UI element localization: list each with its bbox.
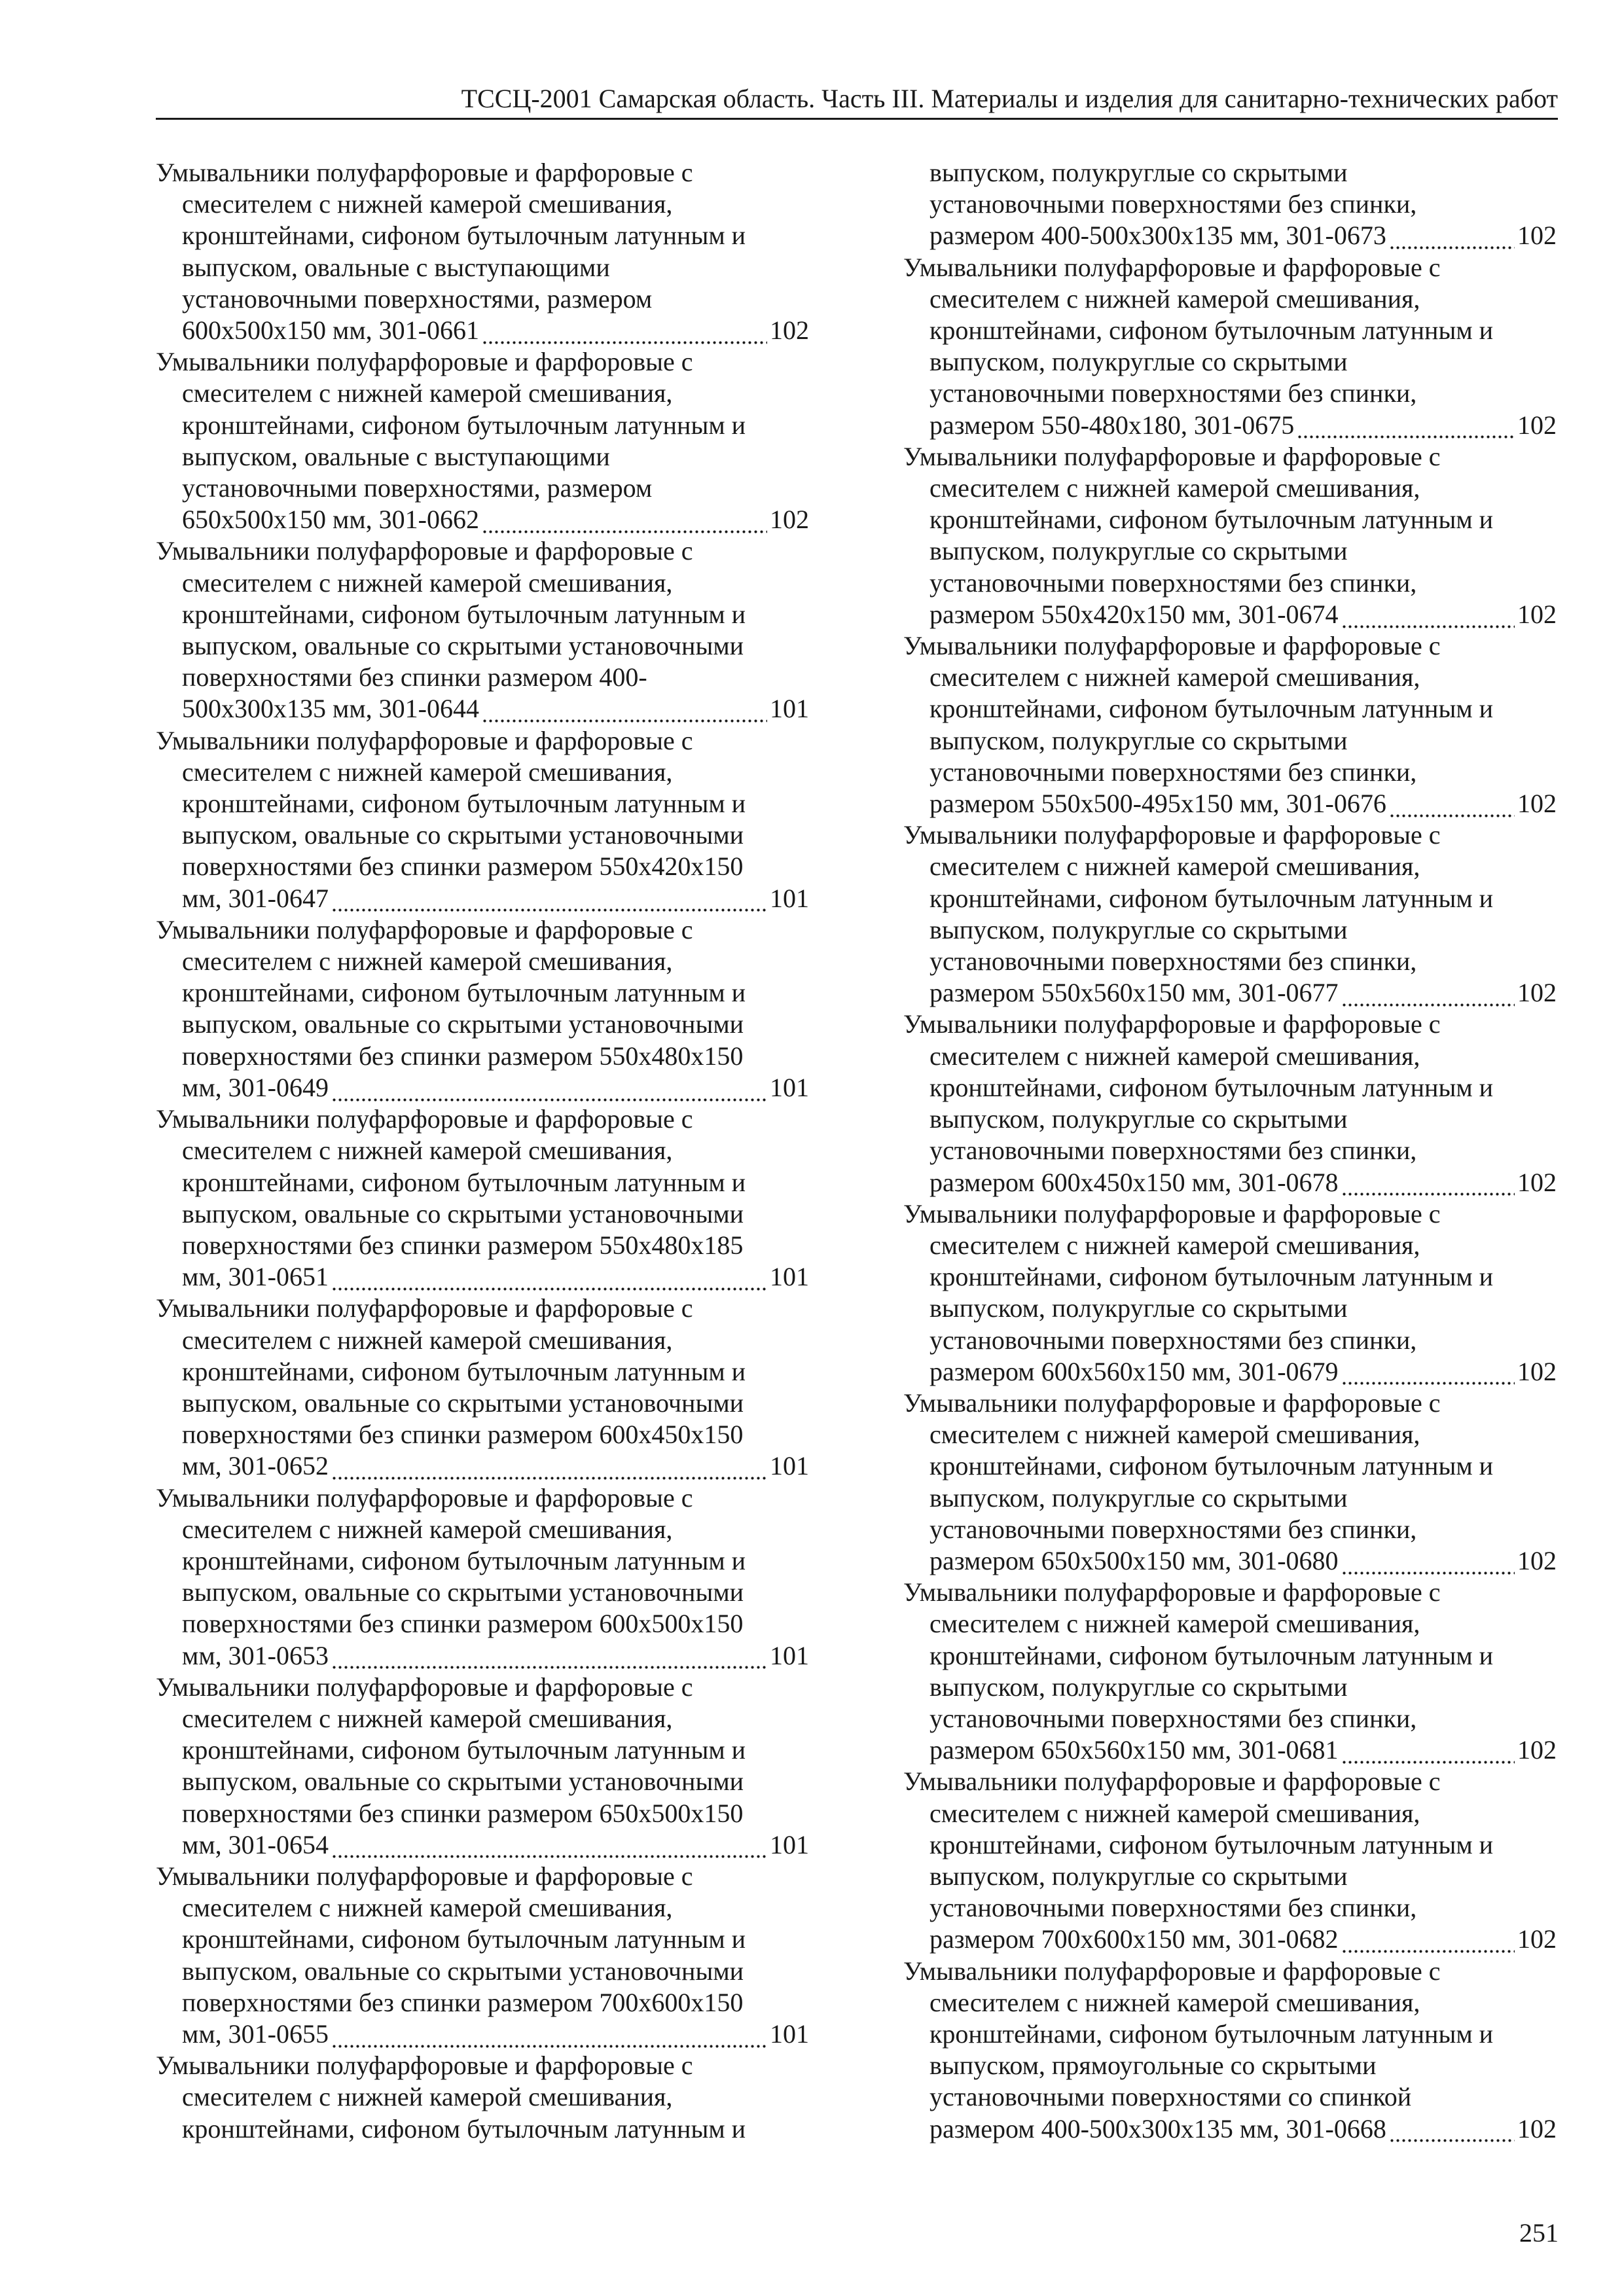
entry-line: выпуском, овальные с выступающими [182,441,610,471]
entry-line [156,1640,809,1672]
index-entry [903,1198,1557,1388]
index-entry [156,2050,809,2145]
entry-line: Умывальники полуфарфоровые и фарфоровые с [903,1009,1441,1039]
entry-line: кронштейнами, сифоном бутылочным латунным и [929,2018,1494,2049]
dot-leader [482,717,767,725]
entry-line: смесителем с нижней камерой смешивания, [182,567,673,598]
entry-text: мм, 301-0651 [182,1262,329,1292]
entry-page-ref: 101 [770,1829,809,1859]
entry-text: мм, 301-0652 [182,1451,329,1481]
dot-leader [1389,2137,1515,2145]
dot-leader [331,1096,767,1103]
entry-line: кронштейнами, сифоном бутылочным латунным и [182,1167,746,1197]
entry-line: Умывальники полуфарфоровые и фарфоровые с [903,252,1441,282]
dot-leader [1341,1758,1515,1766]
index-entry [156,346,809,535]
entry-page-ref: 101 [770,1072,809,1102]
entry-line: выпуском, полукруглые со скрытыми [929,1293,1348,1323]
entry-line [903,977,1557,1009]
entry-line [903,1734,1557,1766]
index-column-left [156,157,809,2145]
entry-line: установочными поверхностями без спинки, [929,1703,1417,1733]
entry-line [903,599,1557,630]
dot-leader [1341,622,1515,630]
entry-line: Умывальники полуфарфоровые и фарфоровые с [156,725,693,755]
entry-line: кронштейнами, сифоном бутылочным латунным и [182,1924,746,1954]
entry-page-ref: 102 [1517,1545,1557,1575]
index-entry [156,914,809,1103]
index-entry [156,1482,809,1672]
entry-line: Умывальники полуфарфоровые и фарфоровые с [156,1293,693,1323]
entry-line: смесителем с нижней камерой смешивания, [929,662,1420,692]
entry-line: поверхностями без спинки размером 400- [182,662,647,692]
entry-line: поверхностями без спинки размером 600x450x150 [182,1420,744,1450]
entry-line: установочными поверхностями без спинки, [929,189,1417,219]
entry-line: выпуском, полукруглые со скрытыми [929,536,1348,566]
dot-leader [331,2042,767,2050]
entry-line: Умывальники полуфарфоровые и фарфоровые с [156,1104,693,1134]
entry-page-ref: 102 [1517,599,1557,629]
entry-text: размером 700x600x150 мм, 301-0682 [929,1924,1339,1954]
index-entry [903,819,1557,1009]
entry-line: смесителем с нижней камерой смешивания, [182,189,673,219]
index-entry [903,630,1557,819]
entry-page-ref: 101 [770,1640,809,1670]
entry-line: кронштейнами, сифоном бутылочным латунным и [929,1640,1494,1670]
entry-line: смесителем с нижней камерой смешивания, [182,1893,673,1923]
entry-line [903,220,1557,251]
entry-line [156,504,809,535]
index-entry [903,1766,1557,1955]
entry-page-ref: 102 [1517,221,1557,251]
entry-page-ref: 102 [1517,978,1557,1008]
entry-line: кронштейнами, сифоном бутылочным латунным и [929,315,1494,346]
entry-line: смесителем с нижней камерой смешивания, [182,946,673,977]
entry-line [156,1261,809,1293]
entry-line: Умывальники полуфарфоровые и фарфоровые с [903,631,1441,661]
entry-line: кронштейнами, сифоном бутылочным латунным и [182,221,746,251]
entry-line [156,2018,809,2050]
entry-text: размером 600x450x150 мм, 301-0678 [929,1167,1339,1197]
dot-leader [1389,812,1515,819]
running-header [156,82,1558,120]
dot-leader [331,1664,767,1672]
entry-page-ref: 102 [1517,2113,1557,2144]
entry-line: смесителем с нижней камерой смешивания, [929,283,1420,314]
entry-page-ref: 102 [1517,1735,1557,1765]
entry-line: Умывальники полуфарфоровые и фарфоровые с [156,1861,693,1891]
entry-line: кронштейнами, сифоном бутылочным латунным и [182,1356,746,1386]
entry-line: выпуском, полукруглые со скрытыми [929,1861,1348,1891]
index-entry [156,1672,809,1861]
entry-line: смесителем с нижней камерой смешивания, [929,1609,1420,1639]
entry-line: смесителем с нижней камерой смешивания, [929,473,1420,503]
entry-line: кронштейнами, сифоном бутылочным латунным и [182,2113,746,2144]
dot-leader [331,1475,767,1482]
entry-line: смесителем с нижней камерой смешивания, [182,1136,673,1166]
entry-line: Умывальники полуфарфоровые и фарфоровые с [156,1482,693,1513]
entry-line [903,410,1557,441]
entry-line [156,1450,809,1482]
entry-line: выпуском, овальные со скрытыми установочными [182,1956,744,1986]
entry-page-ref: 102 [1517,1167,1557,1197]
entry-line: смесителем с нижней камерой смешивания, [182,1514,673,1544]
entry-line: кронштейнами, сифоном бутылочным латунным и [929,883,1494,913]
entry-line: Умывальники полуфарфоровые и фарфоровые с [156,2051,693,2081]
entry-text: 500x300x135 мм, 301-0644 [182,694,479,724]
dot-leader [482,528,767,535]
entry-line: установочными поверхностями без спинки, [929,1893,1417,1923]
entry-line: выпуском, полукруглые со скрытыми [929,158,1348,187]
entry-line: Умывальники полуфарфоровые и фарфоровые с [903,820,1441,850]
entry-line [903,1924,1557,1955]
entry-line [156,693,809,725]
entry-line: поверхностями без спинки размером 650x500x150 [182,1798,744,1828]
dot-leader [1341,1191,1515,1198]
entry-page-ref: 102 [1517,1924,1557,1954]
entry-page-ref: 101 [770,883,809,913]
dot-leader [1341,1948,1515,1956]
entry-line: поверхностями без спинки размером 550x480x185 [182,1230,744,1260]
entry-text: размером 600x560x150 мм, 301-0679 [929,1356,1339,1386]
index-entry [903,1956,1557,2145]
page-number: 251 [1519,2218,1559,2248]
dot-leader [331,1285,767,1293]
entry-line: смесителем с нижней камерой смешивания, [929,852,1420,882]
dot-leader [1341,1380,1515,1388]
entry-line [903,1545,1557,1577]
entry-page-ref: 102 [770,505,809,535]
entry-text: размером 400-500x300x135 мм, 301-0668 [929,2113,1386,2144]
entry-text: мм, 301-0647 [182,883,329,913]
index-entry [903,1388,1557,1577]
entry-line: смесителем с нижней камерой смешивания, [182,1703,673,1733]
entry-line: кронштейнами, сифоном бутылочным латунным и [929,1451,1494,1481]
entry-text: 600x500x150 мм, 301-0661 [182,315,479,346]
entry-page-ref: 102 [1517,410,1557,440]
entry-line [156,315,809,346]
index-entry [156,1103,809,1293]
index-entry [156,1861,809,2050]
entry-line: выпуском, овальные со скрытыми установочными [182,820,744,850]
entry-line: выпуском, овальные со скрытыми установочными [182,1767,744,1797]
entry-line: выпуском, овальные со скрытыми установочными [182,631,744,661]
entry-line: смесителем с нижней камерой смешивания, [182,1325,673,1355]
entry-line: выпуском, полукруглые со скрытыми [929,1482,1348,1513]
entry-line: выпуском, полукруглые со скрытыми [929,914,1348,944]
entry-line: установочными поверхностями, размером [182,283,653,314]
entry-text: мм, 301-0653 [182,1640,329,1670]
entry-line: установочными поверхностями, размером [182,473,653,503]
entry-line: смесителем с нижней камерой смешивания, [182,2082,673,2112]
entry-line: кронштейнами, сифоном бутылочным латунным и [929,1072,1494,1102]
entry-line: поверхностями без спинки размером 700x600x150 [182,1987,744,2017]
entry-line: выпуском, овальные со скрытыми установочными [182,1198,744,1229]
entry-line: Умывальники полуфарфоровые и фарфоровые с [903,1767,1441,1797]
dot-leader [1389,244,1515,252]
entry-text: 650x500x150 мм, 301-0662 [182,505,479,535]
entry-page-ref: 102 [770,315,809,346]
entry-line: Умывальники полуфарфоровые и фарфоровые с [903,1198,1441,1229]
dot-leader [1297,433,1515,441]
entry-line: смесителем с нижней камерой смешивания, [929,1798,1420,1828]
entry-line: Умывальники полуфарфоровые и фарфоровые с [156,347,693,377]
entry-line: выпуском, овальные с выступающими [182,252,610,282]
entry-page-ref: 101 [770,2018,809,2049]
entry-line: Умывальники полуфарфоровые и фарфоровые с [156,914,693,944]
index-entry [156,725,809,914]
entry-line: кронштейнами, сифоном бутылочным латунным и [182,978,746,1008]
entry-line: кронштейнами, сифоном бутылочным латунным и [182,1545,746,1575]
entry-text: размером 650x500x150 мм, 301-0680 [929,1545,1339,1575]
dot-leader [1341,1569,1515,1577]
entry-line: кронштейнами, сифоном бутылочным латунным и [929,694,1494,724]
dot-leader [482,338,767,346]
entry-line: смесителем с нижней камерой смешивания, [929,1987,1420,2017]
index-entry [156,1293,809,1482]
entry-line: выпуском, прямоугольные со скрытыми [929,2051,1377,2081]
entry-line: Умывальники полуфарфоровые и фарфоровые с [156,158,693,187]
entry-text: мм, 301-0655 [182,2018,329,2049]
dot-leader [331,906,767,914]
entry-line: поверхностями без спинки размером 600x500x150 [182,1609,744,1639]
entry-line: кронштейнами, сифоном бутылочным латунным и [929,505,1494,535]
header-title: ТССЦ-2001 Самарская область. Часть III. Материалы и изделия для санитарно-технических работ [461,84,1558,113]
entry-line: Умывальники полуфарфоровые и фарфоровые с [903,1577,1441,1607]
entry-page-ref: 101 [770,1262,809,1292]
entry-line: смесителем с нижней камерой смешивания, [182,757,673,787]
entry-line: кронштейнами, сифоном бутылочным латунным и [929,1829,1494,1859]
index-entry [903,252,1557,441]
entry-line [156,1072,809,1103]
entry-line: Умывальники полуфарфоровые и фарфоровые с [903,441,1441,471]
entry-page-ref: 102 [1517,789,1557,819]
entry-line: поверхностями без спинки размером 550x480x150 [182,1041,744,1071]
dot-leader [1341,1001,1515,1009]
entry-line: выпуском, овальные со скрытыми установочными [182,1388,744,1418]
entry-line: Умывальники полуфарфоровые и фарфоровые с [903,1388,1441,1418]
entry-line: выпуском, овальные со скрытыми установочными [182,1577,744,1607]
entry-line: установочными поверхностями без спинки, [929,567,1417,598]
entry-text: мм, 301-0649 [182,1072,329,1102]
entry-page-ref: 101 [770,1451,809,1481]
entry-text: размером 550x420x150 мм, 301-0674 [929,599,1339,629]
entry-line: установочными поверхностями со спинкой [929,2082,1412,2112]
entry-line: установочными поверхностями без спинки, [929,757,1417,787]
entry-line: установочными поверхностями без спинки, [929,1136,1417,1166]
entry-line: поверхностями без спинки размером 550x420x150 [182,852,744,882]
entry-line: Умывальники полуфарфоровые и фарфоровые с [156,1672,693,1702]
entry-line: выпуском, полукруглые со скрытыми [929,725,1348,755]
entry-text: размером 650x560x150 мм, 301-0681 [929,1735,1339,1765]
index-entry [156,157,809,346]
entry-text: мм, 301-0654 [182,1829,329,1859]
entry-line: выпуском, полукруглые со скрытыми [929,1672,1348,1702]
entry-line: выпуском, полукруглые со скрытыми [929,347,1348,377]
index-entry [903,157,1557,252]
entry-text: размером 400-500x300x135 мм, 301-0673 [929,221,1386,251]
entry-line [156,883,809,914]
entry-line [156,1829,809,1861]
entry-line: кронштейнами, сифоном бутылочным латунным и [182,599,746,629]
entry-text: размером 550-480x180, 301-0675 [929,410,1295,440]
entry-line [903,2113,1557,2145]
entry-line: кронштейнами, сифоном бутылочным латунным и [929,1262,1494,1292]
entry-line: установочными поверхностями без спинки, [929,378,1417,408]
entry-line: смесителем с нижней камерой смешивания, [929,1420,1420,1450]
entry-text: размером 550x560x150 мм, 301-0677 [929,978,1339,1008]
entry-line: установочными поверхностями без спинки, [929,946,1417,977]
entry-line: кронштейнами, сифоном бутылочным латунным и [182,1735,746,1765]
index-entry [903,1577,1557,1766]
entry-line [903,1356,1557,1388]
entry-line [903,788,1557,819]
entry-line: кронштейнами, сифоном бутылочным латунным и [182,789,746,819]
entry-line: выпуском, овальные со скрытыми установочными [182,1009,744,1039]
entry-line: Умывальники полуфарфоровые и фарфоровые с [156,536,693,566]
entry-page-ref: 101 [770,694,809,724]
dot-leader [331,1853,767,1861]
index-entry [903,441,1557,630]
entry-text: размером 550x500-495x150 мм, 301-0676 [929,789,1386,819]
entry-line: установочными поверхностями без спинки, [929,1325,1417,1355]
entry-line: установочными поверхностями без спинки, [929,1514,1417,1544]
entry-line: кронштейнами, сифоном бутылочным латунным и [182,410,746,440]
entry-line [903,1167,1557,1198]
index-entry [156,535,809,725]
index-column-right [903,157,1557,2145]
index-entry [903,1009,1557,1198]
entry-line: смесителем с нижней камерой смешивания, [182,378,673,408]
entry-line: смесителем с нижней камерой смешивания, [929,1041,1420,1071]
entry-page-ref: 102 [1517,1356,1557,1386]
entry-line: смесителем с нижней камерой смешивания, [929,1230,1420,1260]
entry-line: выпуском, полукруглые со скрытыми [929,1104,1348,1134]
entry-line: Умывальники полуфарфоровые и фарфоровые с [903,1956,1441,1986]
